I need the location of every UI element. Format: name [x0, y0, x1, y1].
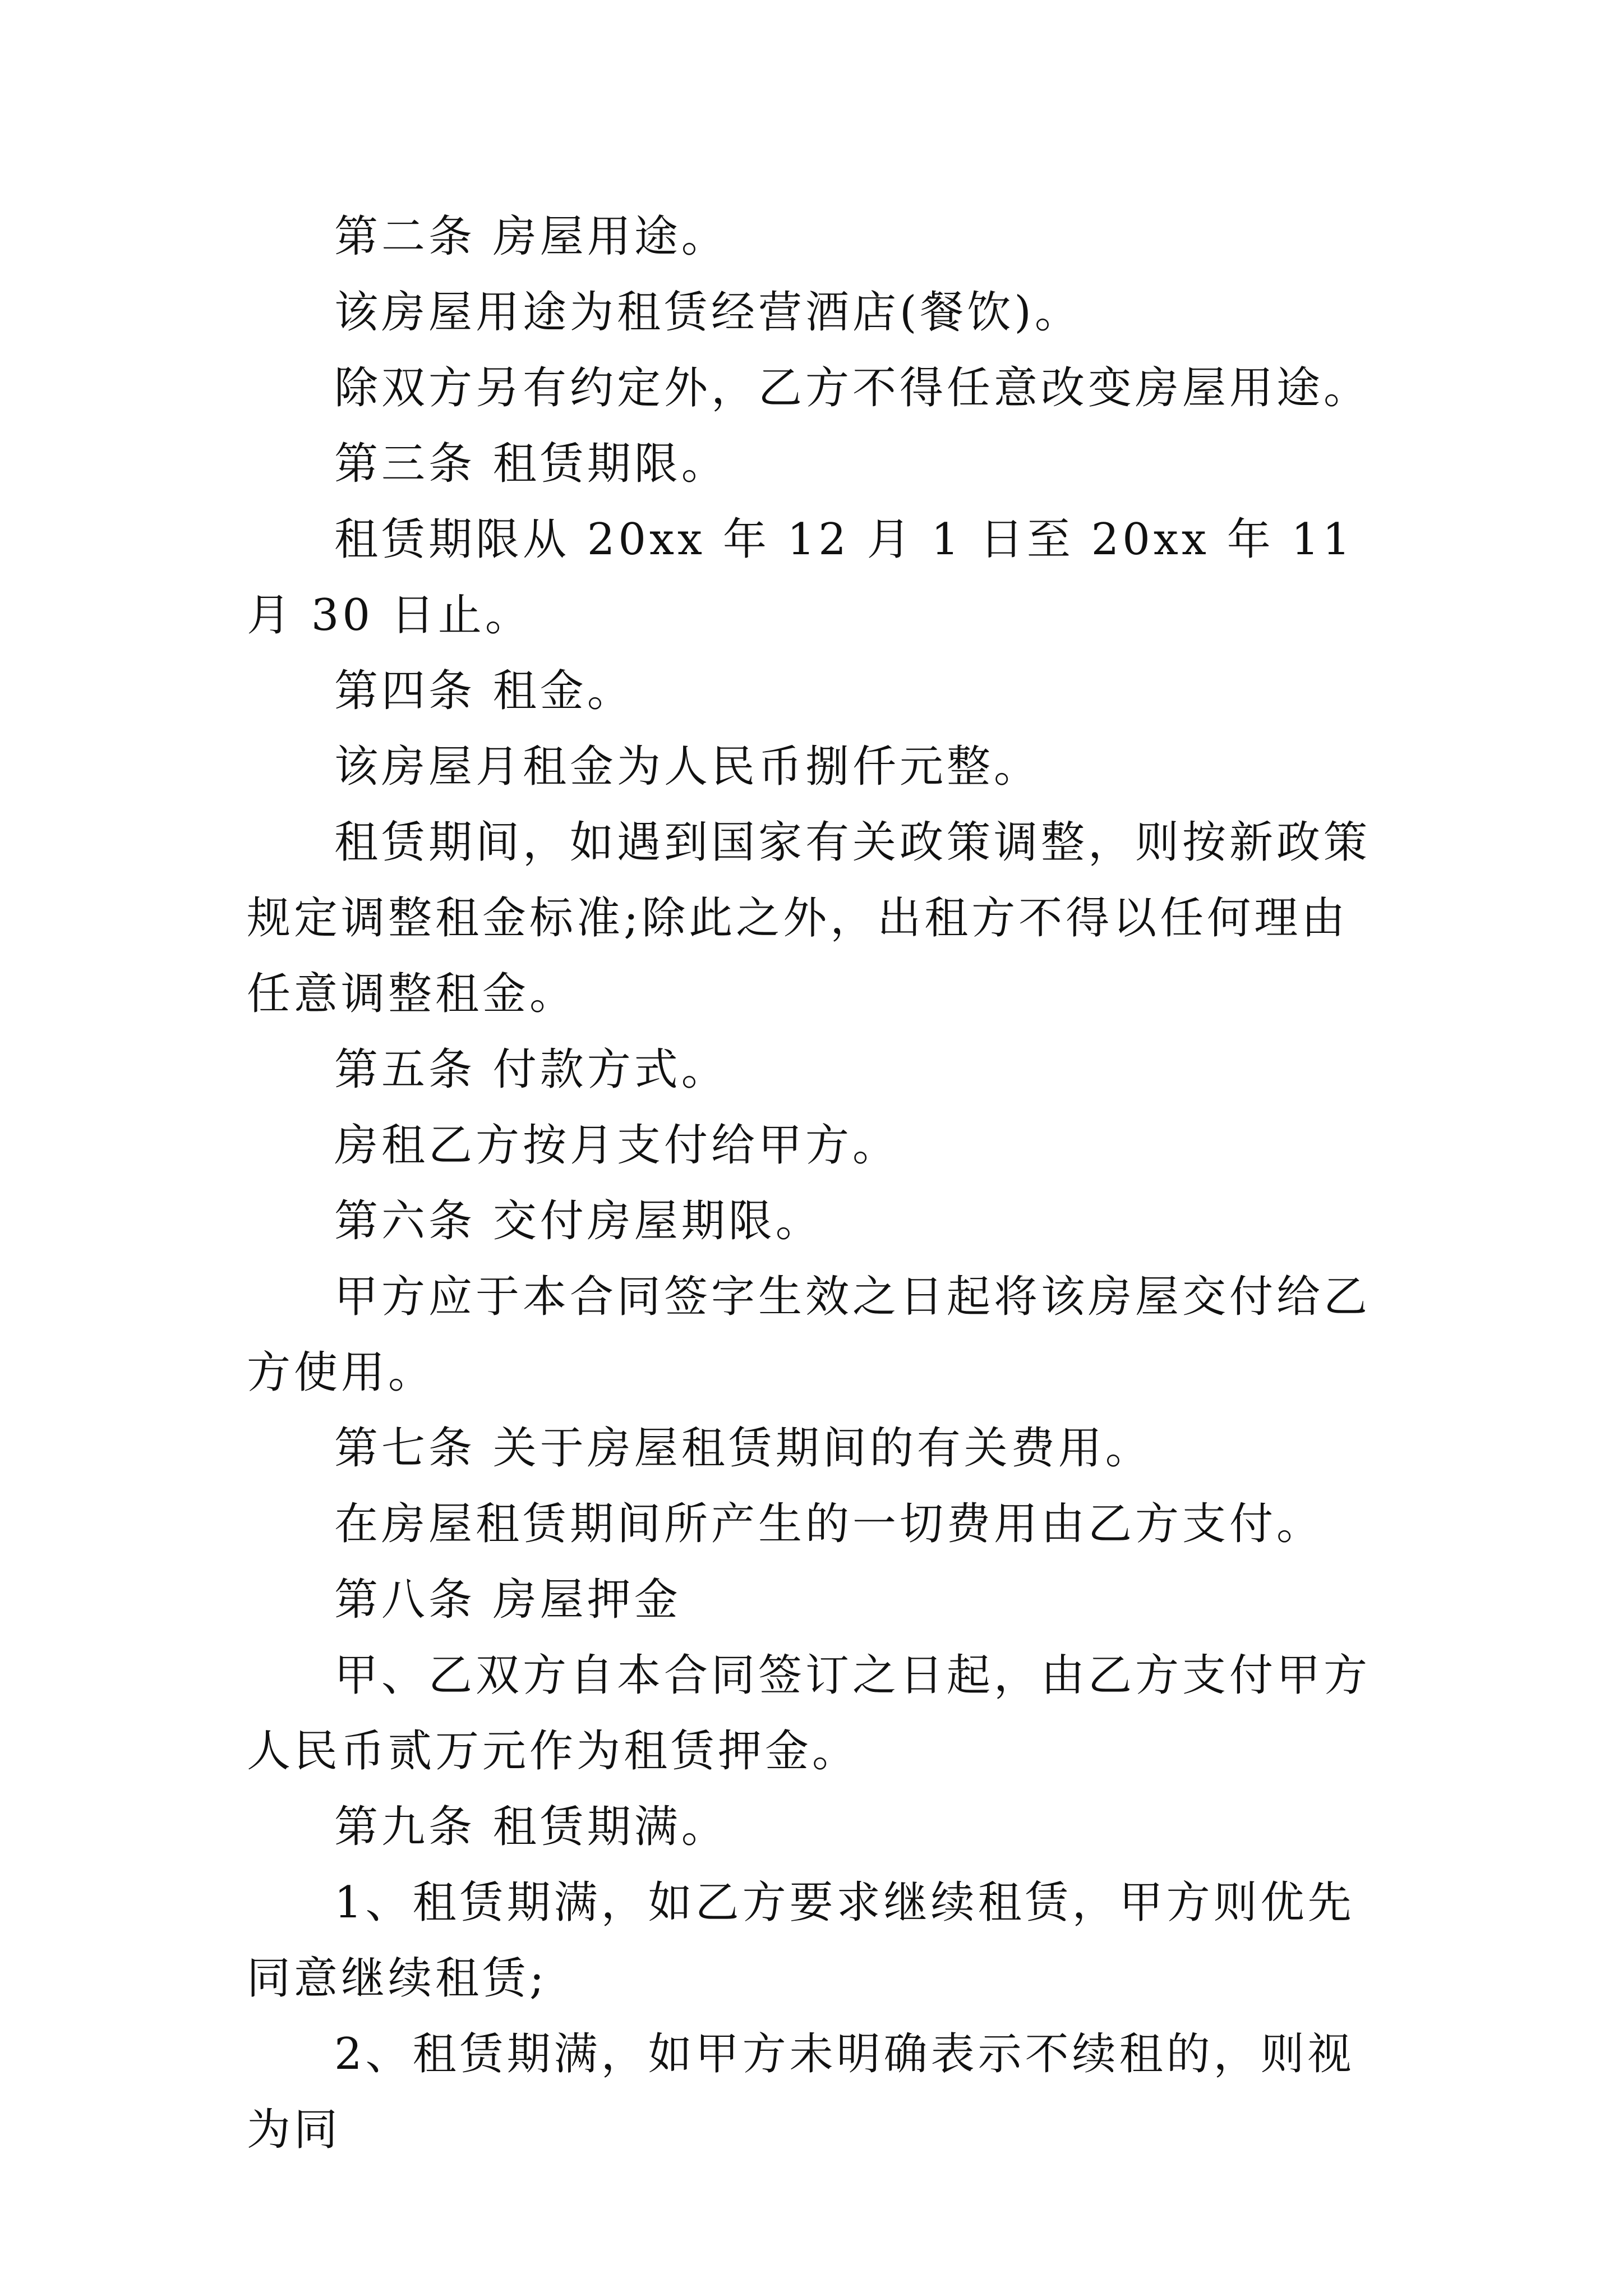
paragraph: 在房屋租赁期间所产生的一切费用由乙方支付。: [334, 1499, 1324, 1549]
clause-heading-3: 第三条 租赁期限。: [334, 439, 728, 489]
paragraph: 租赁期间，如遇到国家有关政策调整，则按新政策规定调整租金标准;除此之外，出租方不得以任何理由任意调整租金。: [247, 817, 1371, 1019]
paragraph: 租赁期限从 20xx 年 12 月 1 日至 20xx 年 11 月 30 日止。: [247, 514, 1354, 641]
clause-heading-4: 第四条 租金。: [334, 666, 634, 716]
list-item: 1、租赁期满，如乙方要求继续租赁，甲方则优先同意继续租赁;: [247, 1878, 1355, 2004]
paragraph: 该房屋用途为租赁经营酒店(餐饮)。: [334, 287, 1082, 338]
list-item: 2、租赁期满，如甲方未明确表示不续租的，则视为同: [247, 2029, 1355, 2155]
document-body: [247, 199, 1391, 2168]
clause-heading-7: 第七条 关于房屋租赁期间的有关费用。: [334, 1423, 1152, 1474]
paragraph: 甲方应于本合同签字生效之日起将该房屋交付给乙方使用。: [247, 1272, 1371, 1398]
clause-heading-5: 第五条 付款方式。: [334, 1045, 728, 1095]
clause-heading-6: 第六条 交付房屋期限。: [334, 1196, 823, 1246]
paragraph: 房租乙方按月支付给甲方。: [334, 1120, 900, 1171]
paragraph: 该房屋月租金为人民币捌仟元整。: [334, 742, 1041, 792]
paragraph: 除双方另有约定外，乙方不得任意改变房屋用途。: [334, 363, 1371, 413]
clause-heading-8: 第八条 房屋押金: [334, 1575, 681, 1625]
clause-heading-9: 第九条 租赁期满。: [334, 1802, 728, 1852]
clause-heading-2: 第二条 房屋用途。: [334, 211, 728, 262]
paragraph: 甲、乙双方自本合同签订之日起，由乙方支付甲方人民币贰万元作为租赁押金。: [247, 1650, 1371, 1777]
